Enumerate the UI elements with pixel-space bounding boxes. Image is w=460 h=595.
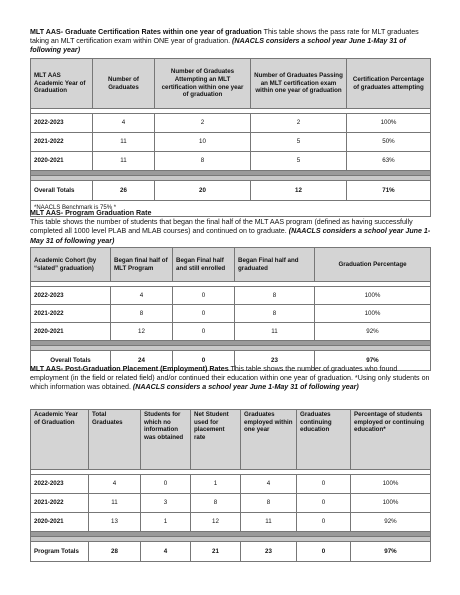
col-header-net-students: Net Student used for placement rate (191, 410, 241, 470)
row-label: 2020-2021 (31, 152, 93, 171)
cell: 92% (351, 513, 431, 532)
cell: 50% (347, 133, 431, 152)
cell: 5 (251, 152, 347, 171)
table-row (31, 494, 431, 513)
cell: 71% (347, 181, 431, 201)
col-header-year: Academic Year of Graduation (31, 410, 89, 470)
col-header-year: MLT AAS Academic Year of Graduation (31, 59, 93, 109)
section3-title: MLT AAS- Post-Graduation Placement (Employment) Rates (30, 365, 229, 373)
row-label: 2021-2022 (31, 305, 111, 323)
cell: 4 (111, 287, 173, 305)
cell: 2 (251, 114, 347, 133)
section3-description: This table shows the number of graduates who found employment (in the field or related field) and/or continued their education within one year of graduation. *Using only students on which information was obtained. (30, 365, 430, 392)
cell: 13 (89, 513, 141, 532)
col-header-percentage: Certification Percentage of graduates attempting (347, 59, 431, 109)
table-row (31, 152, 431, 171)
cell: 1 (141, 513, 191, 532)
col-header-placement-percentage: Percentage of students employed or continuing education* (351, 410, 431, 470)
col-header-total-graduates: Total Graduates (89, 410, 141, 470)
section1-intro (30, 28, 430, 56)
row-label: 2022-2023 (31, 287, 111, 305)
cell: 10 (155, 133, 251, 152)
cell: 4 (93, 114, 155, 133)
totals-row (31, 542, 431, 562)
cell: 12 (191, 513, 241, 532)
cell: 8 (155, 152, 251, 171)
col-header-graduated: Began Final half and graduated (235, 248, 315, 282)
cell: 0 (173, 323, 235, 341)
col-header-grad-percentage: Graduation Percentage (315, 248, 431, 282)
placement-rates-table (30, 409, 431, 562)
table-row (31, 513, 431, 532)
cell: 97% (315, 351, 431, 371)
cell: 97% (351, 542, 431, 562)
cell: 0 (297, 542, 351, 562)
table-header-row (31, 410, 431, 470)
col-header-attempting: Number of Graduates Attempting an MLT certification within one year of graduation (155, 59, 251, 109)
cell: 11 (89, 494, 141, 513)
table-header-row (31, 248, 431, 282)
cell: 21 (191, 542, 241, 562)
graduation-rate-table (30, 247, 431, 371)
cell: 28 (89, 542, 141, 562)
table-row (31, 323, 431, 341)
totals-label: Program Totals (31, 542, 89, 562)
cell: 23 (241, 542, 297, 562)
cell: 4 (89, 475, 141, 494)
table-row (31, 133, 431, 152)
cell: 20 (155, 181, 251, 201)
table-row (31, 475, 431, 494)
col-header-no-info: Students for which no information was obtained (141, 410, 191, 470)
cell: 100% (347, 114, 431, 133)
cell: 8 (235, 305, 315, 323)
cell: 100% (315, 305, 431, 323)
row-label: 2021-2022 (31, 494, 89, 513)
cell: 92% (315, 323, 431, 341)
cell: 23 (235, 351, 315, 371)
cell: 0 (141, 475, 191, 494)
cell: 11 (93, 133, 155, 152)
section3-italic-note: (NAACLS considers a school year June 1-May 31 of following year) (132, 383, 359, 392)
col-header-continuing: Graduates continuing education (297, 410, 351, 470)
totals-row (31, 181, 431, 201)
cell: 8 (111, 305, 173, 323)
totals-label: Overall Totals (31, 181, 93, 201)
cell: 5 (251, 133, 347, 152)
cell: 0 (297, 475, 351, 494)
cell: 4 (241, 475, 297, 494)
cell: 0 (173, 305, 235, 323)
row-label: 2020-2021 (31, 513, 89, 532)
cell: 3 (141, 494, 191, 513)
benchmark-note: *NAACLS Benchmark is 75% * (31, 201, 431, 217)
cell: 8 (241, 494, 297, 513)
cell: 0 (297, 513, 351, 532)
cell: 100% (315, 287, 431, 305)
section2-italic-note: (NAACLS considers a school year June 1-May 31 of following year) (30, 227, 431, 245)
cell: 1 (191, 475, 241, 494)
section2-description: This table shows the number of students that began the final half of the MLT AAS program (defined as having successfully completed all 1000 level PLAB and MLAB courses) and continued on to graduate. (30, 218, 413, 236)
section1-italic-note: (NAACLS considers a school year June 1-May 31 of following year) (30, 37, 406, 55)
cell: 0 (297, 494, 351, 513)
row-label: 2022-2023 (31, 114, 93, 133)
cell: 11 (235, 323, 315, 341)
cell: 8 (235, 287, 315, 305)
cell: 24 (111, 351, 173, 371)
section2-title: MLT AAS- Program Graduation Rate (30, 209, 152, 217)
table-row (31, 305, 431, 323)
table-header-row (31, 59, 431, 109)
cell: 12 (251, 181, 347, 201)
cell: 11 (241, 513, 297, 532)
row-label: 2022-2023 (31, 475, 89, 494)
col-header-cohort: Academic Cohort (by “slated” graduation) (31, 248, 111, 282)
certification-rates-table (30, 58, 431, 217)
totals-label: Overall Totals (31, 351, 111, 371)
section3-intro (30, 365, 435, 393)
col-header-enrolled: Began Final half and still enrolled (173, 248, 235, 282)
col-header-employed: Graduates employed within one year (241, 410, 297, 470)
col-header-passing: Number of Graduates Passing an MLT certification exam within one year of graduation (251, 59, 347, 109)
section1-title: MLT AAS- Graduate Certification Rates within one year of graduation (30, 28, 262, 36)
cell: 26 (93, 181, 155, 201)
cell: 4 (141, 542, 191, 562)
table-row (31, 114, 431, 133)
cell: 11 (93, 152, 155, 171)
section1-description: This table shows the pass rate for MLT graduates taking an MLT certification exam within ONE year of graduation. (30, 28, 419, 46)
row-label: 2020-2021 (31, 323, 111, 341)
cell: 12 (111, 323, 173, 341)
cell: 8 (191, 494, 241, 513)
col-header-graduates: Number of Graduates (93, 59, 155, 109)
section2-intro (30, 209, 435, 246)
row-label: 2021-2022 (31, 133, 93, 152)
table-row (31, 287, 431, 305)
col-header-began: Began final half of MLT Program (111, 248, 173, 282)
cell: 63% (347, 152, 431, 171)
cell: 100% (351, 475, 431, 494)
cell: 0 (173, 351, 235, 371)
cell: 100% (351, 494, 431, 513)
cell: 2 (155, 114, 251, 133)
cell: 0 (173, 287, 235, 305)
